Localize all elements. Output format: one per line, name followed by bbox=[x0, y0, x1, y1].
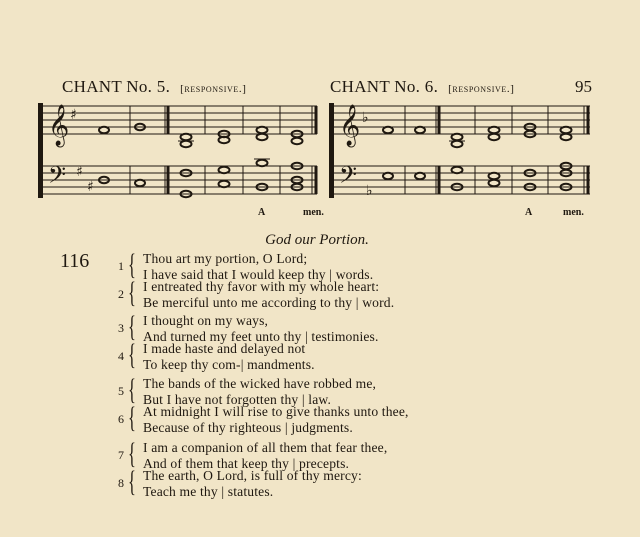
verse-number: 6 bbox=[118, 412, 124, 426]
brace-icon: { bbox=[128, 437, 136, 470]
verse-line: The earth, O Lord, is full of thy mercy: bbox=[143, 468, 362, 483]
verse-line: At midnight I will rise to give thanks unto thee, bbox=[143, 404, 409, 419]
treble-clef-icon: 𝄞 bbox=[48, 105, 70, 146]
sharp-icon: ♯ bbox=[76, 164, 83, 180]
sharp-icon: ♯ bbox=[70, 107, 77, 123]
verse-number: 4 bbox=[118, 349, 124, 363]
brace-icon: { bbox=[128, 373, 136, 406]
brace-icon: { bbox=[128, 310, 136, 343]
brace-icon: { bbox=[128, 248, 136, 281]
flat-icon: ♭ bbox=[362, 110, 369, 126]
brace-icon: { bbox=[128, 401, 136, 434]
chant-5-label: CHANT No. 5. bbox=[62, 77, 171, 96]
flat-icon: ♭ bbox=[366, 183, 373, 199]
chant-5-responsive: [responsive.] bbox=[180, 83, 247, 95]
chant-6-amen-a: A bbox=[525, 207, 533, 218]
verse-line: I entreated thy favor with my whole heart: bbox=[143, 279, 380, 294]
verse-number: 7 bbox=[118, 448, 124, 462]
verse-number: 2 bbox=[118, 287, 124, 301]
chant-6-system-bracket bbox=[329, 103, 334, 198]
brace-icon: { bbox=[128, 465, 136, 498]
verse-line: Because of thy righteous | judgments. bbox=[143, 420, 353, 435]
chant-6-treble-staff bbox=[333, 106, 590, 134]
bass-clef-icon: 𝄢 bbox=[48, 161, 67, 194]
verse-number: 8 bbox=[118, 476, 124, 490]
verse-line: I have said that I would keep thy | words. bbox=[143, 267, 374, 282]
verse-line: I thought on my ways, bbox=[143, 313, 269, 328]
verse-line: I made haste and delayed not bbox=[143, 341, 306, 356]
verse-line: I am a companion of all them that fear thee, bbox=[143, 440, 388, 455]
verse-line: Be merciful unto me according to thy | word. bbox=[143, 295, 395, 310]
chant-5-amen-men: men. bbox=[303, 207, 324, 218]
chant-5-bass-staff bbox=[42, 166, 317, 194]
chant-5-treble-staff bbox=[42, 106, 317, 134]
chant-6-amen-men: men. bbox=[563, 207, 584, 218]
psalm-title-text: God our Portion. bbox=[265, 232, 369, 248]
bass-clef-icon: 𝄢 bbox=[339, 161, 358, 194]
verse-number: 5 bbox=[118, 384, 124, 398]
chant-5-amen-a: A bbox=[258, 207, 266, 218]
verse-line: To keep thy com-| mandments. bbox=[143, 357, 315, 372]
brace-icon: { bbox=[128, 338, 136, 371]
sharp-icon: ♯ bbox=[87, 179, 94, 195]
verse-number: 3 bbox=[118, 321, 124, 335]
verse-line: The bands of the wicked have robbed me, bbox=[143, 376, 377, 391]
chant-5-system-bracket bbox=[38, 103, 43, 198]
verse-line: But I have not forgotten thy | law. bbox=[143, 392, 332, 407]
verse-line: Thou art my portion, O Lord; bbox=[143, 251, 308, 266]
verse-line: And turned my feet unto thy | testimonies. bbox=[143, 329, 379, 344]
chant-6-label: CHANT No. 6. bbox=[330, 77, 439, 96]
verse-number: 1 bbox=[118, 259, 124, 273]
verse-line: Teach me thy | statutes. bbox=[143, 484, 274, 499]
chant-6-responsive: [responsive.] bbox=[448, 83, 515, 95]
verse-line: And of them that keep thy | precepts. bbox=[143, 456, 350, 471]
page-number: 95 bbox=[575, 77, 592, 96]
brace-icon: { bbox=[128, 276, 136, 309]
psalm-title bbox=[0, 232, 640, 249]
psalm-number: 116 bbox=[60, 250, 90, 272]
treble-clef-icon: 𝄞 bbox=[339, 105, 361, 146]
note-heads bbox=[99, 124, 572, 197]
